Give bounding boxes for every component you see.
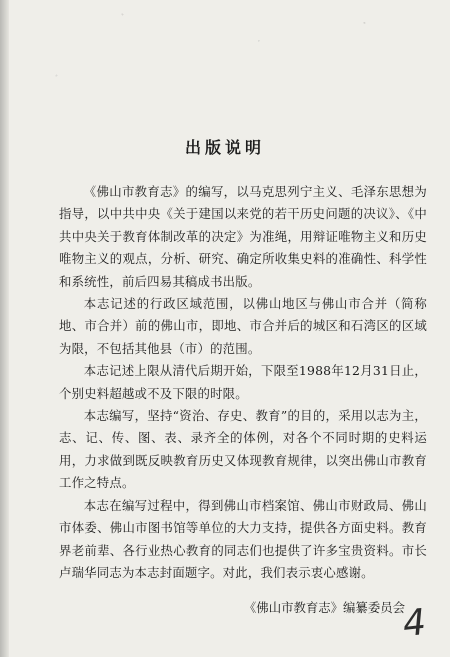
editorial-committee-signature: 《佛山市教育志》编纂委员会 [243,600,405,615]
body-text [59,181,427,584]
scan-specks [8,0,448,120]
paragraph-guiding-principles: 《佛山市教育志》的编写，以马克思列宁主义、毛泽东思想为指导，以中共中央《关于建国以来党的若干历史问题的决议》、《中共中央关于教育体制改革的决定》为准绳，用辩证唯物主义和历史唯物主义的观点，分析、研究、确定所收集史料的准确性、科学性和系统性，前后四易其稿成书出版。 [59,184,427,289]
page-number: 4 [400,601,429,646]
page-title: 出版说明 [184,138,265,157]
paragraph-acknowledgements: 本志在编写过程中，得到佛山市档案馆、佛山市财政局、佛山市体委、佛山市图书馆等单位的大力支持，提供各方面史料。教育界老前辈、各行业热心教育的同志们也提供了许多宝贵资料。市长卢瑞华同志为本志封面题字。对此，我们表示衷心感谢。 [59,497,427,580]
paragraph-time-range: 本志记述上限从清代后期开始，下限至1988年12月31日止，个别史料超越或不及下限的时限。 [59,363,427,401]
paragraph-compilation-method: 本志编写，坚持“资治、存史、教育”的目的，采用以志为主，志、记、传、图、表、录齐全的体例，对各个不同时期的史料运用，力求做到既反映教育历史又体现教育规律，以突出佛山市教育工作之特点。 [59,408,427,491]
paragraph-region-scope: 本志记述的行政区域范围，以佛山地区与佛山市合并（简称地、市合并）前的佛山市，即地、市合并后的城区和石湾区的区域为限，不包括其他县（市）的范围。 [59,296,427,356]
